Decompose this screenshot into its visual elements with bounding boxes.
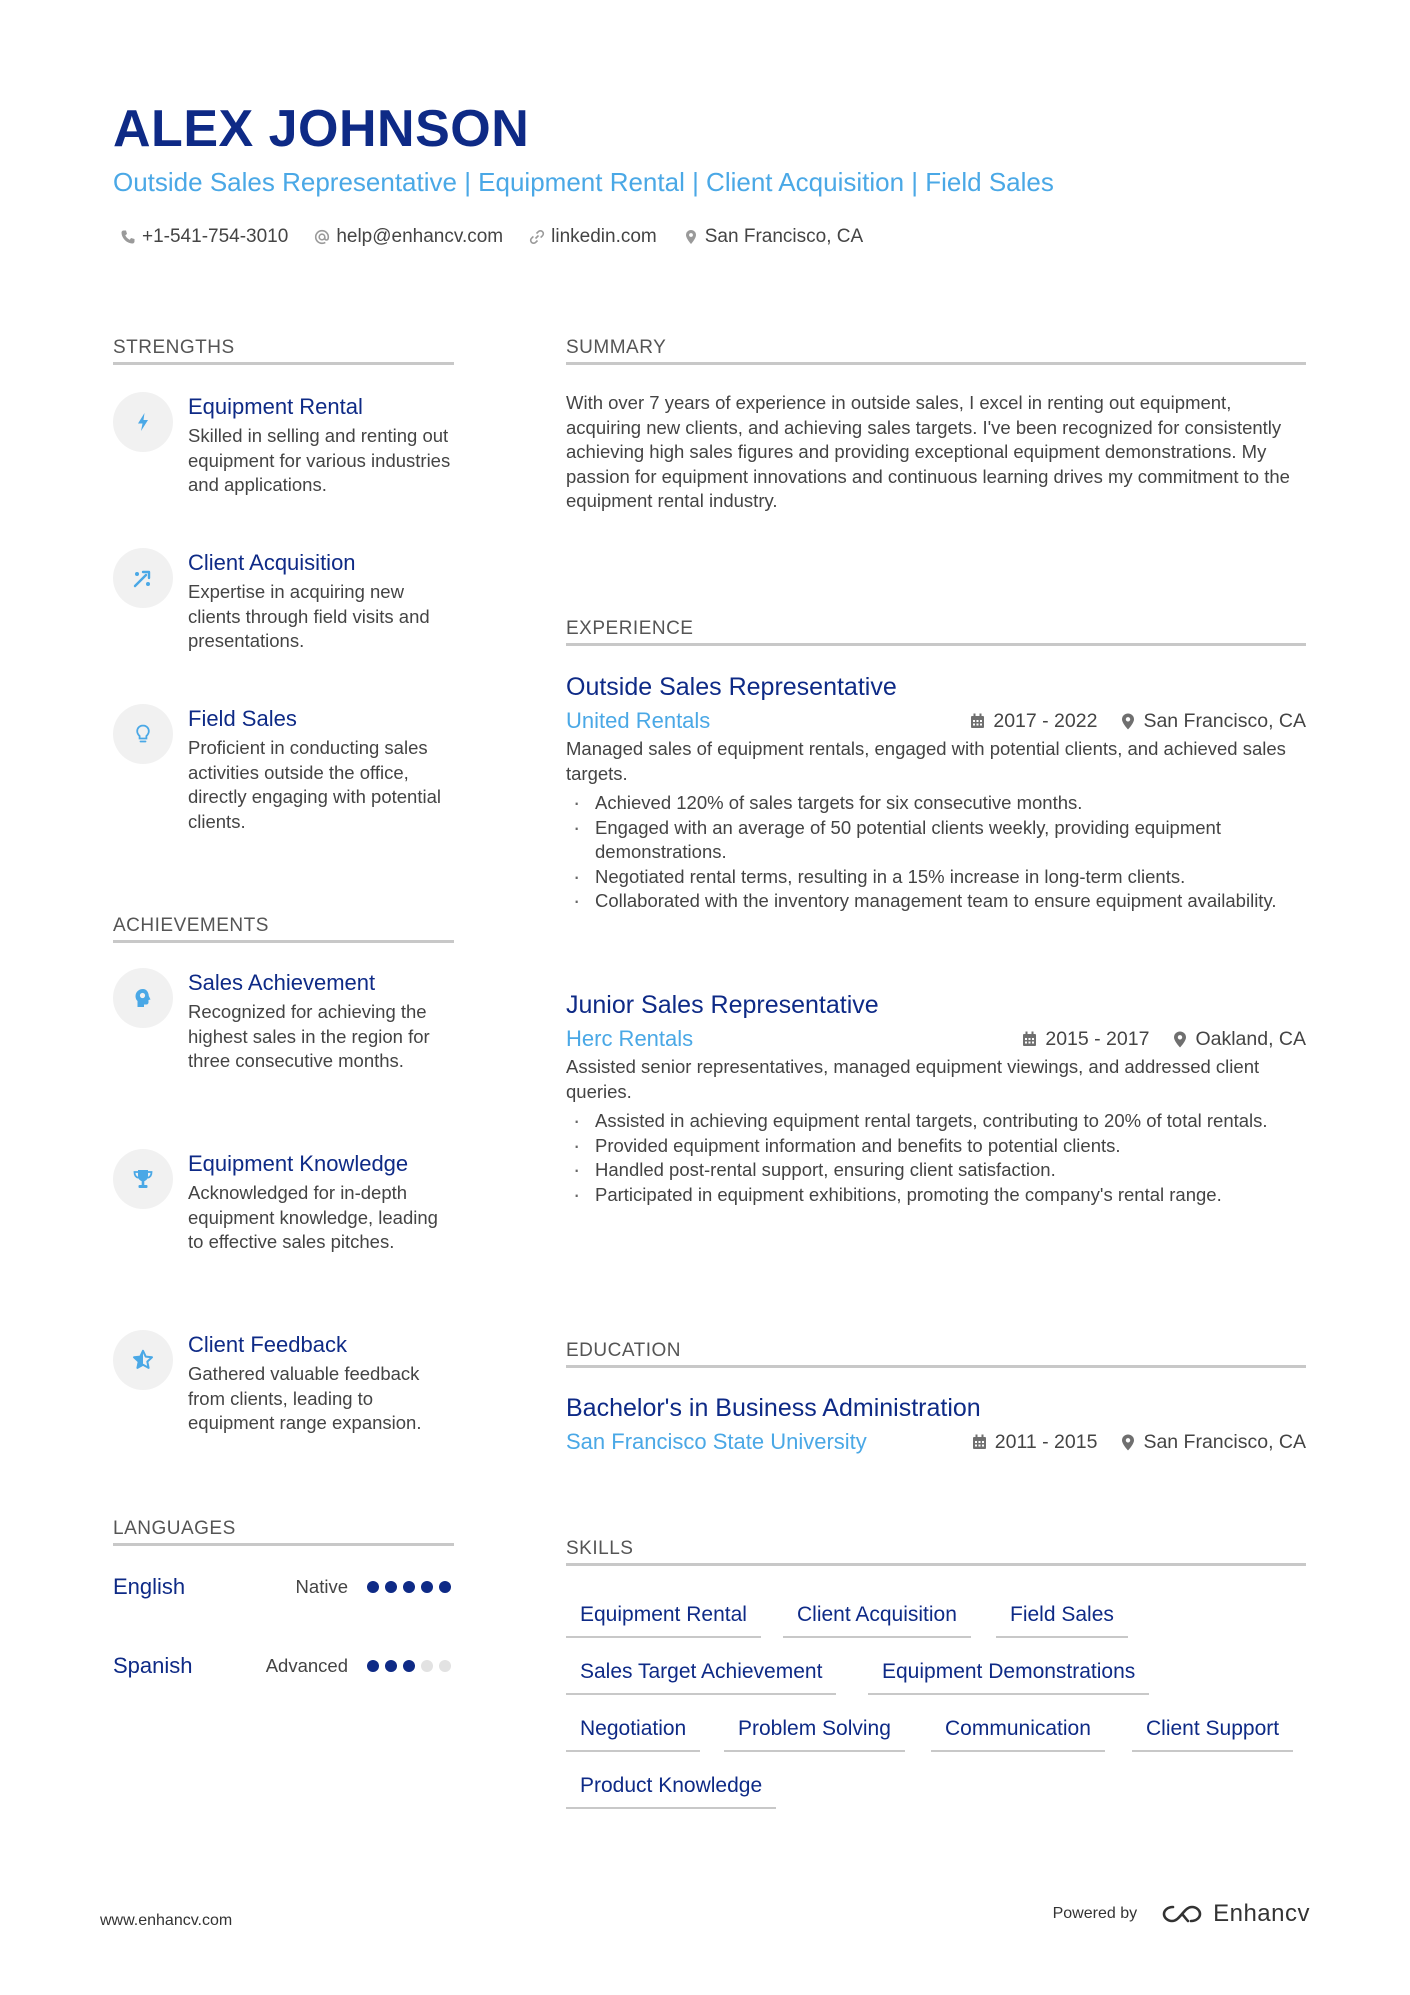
job-bullets [566, 1109, 1306, 1207]
target-arrow-icon [131, 566, 155, 590]
school-name: San Francisco State University [566, 1429, 867, 1454]
achievements-divider [113, 940, 454, 943]
link-icon [529, 229, 545, 245]
achievement-item [113, 968, 453, 1098]
strength-icon-circle [113, 548, 173, 608]
footer-branding [1053, 1900, 1310, 1928]
strength-item [113, 704, 453, 834]
education-heading: EDUCATION [566, 1340, 681, 1361]
company-name: Herc Rentals [566, 1026, 694, 1051]
calendar-icon [972, 1434, 987, 1450]
contact-email[interactable] [314, 224, 503, 250]
strength-title: Client Acquisition [188, 550, 356, 575]
contact-phone-text: +1-541-754-3010 [142, 226, 289, 247]
rating-dot [403, 1581, 415, 1593]
education-meta [972, 1426, 1306, 1458]
strength-item [113, 548, 453, 658]
contact-phone[interactable] [120, 224, 288, 250]
rating-dot [403, 1660, 415, 1672]
language-level: Advanced [265, 1655, 348, 1676]
job-title: Junior Sales Representative [566, 991, 879, 1019]
head-brain-icon [131, 986, 155, 1010]
languages-heading: LANGUAGES [113, 1518, 236, 1539]
contact-linkedin-text: linkedin.com [551, 226, 657, 247]
job-title: Outside Sales Representative [566, 673, 897, 701]
job-meta [1022, 1023, 1306, 1055]
job-meta [970, 705, 1306, 737]
language-item [113, 1651, 453, 1681]
job-location-text: Oakland, CA [1195, 1028, 1306, 1050]
achievement-item [113, 1330, 453, 1440]
rating-dot [367, 1660, 379, 1672]
job-dates [970, 705, 1097, 737]
brand-name: Enhancv [1213, 1900, 1310, 1927]
rating-dot [385, 1581, 397, 1593]
strength-icon-circle [113, 392, 173, 452]
at-icon [314, 229, 330, 245]
calendar-icon [970, 713, 985, 729]
language-name: English [113, 1574, 186, 1599]
job-location [1173, 1023, 1306, 1055]
job-bullet: · Assisted in achieving equipment rental targets, contributing to 20% of total rentals. [566, 1109, 1306, 1134]
rating-dot [385, 1660, 397, 1672]
strength-title: Field Sales [188, 706, 297, 731]
skill-tag: Equipment Demonstrations [868, 1657, 1149, 1695]
location-pin-icon [683, 229, 699, 245]
education-dates-text: 2011 - 2015 [994, 1431, 1098, 1453]
job-bullet: · Provided equipment information and benefits to potential clients. [566, 1134, 1306, 1159]
education-location-text: San Francisco, CA [1143, 1431, 1306, 1453]
location-pin-icon [1173, 1031, 1187, 1048]
strength-desc: Skilled in selling and renting out equipment for various industries and applications. [188, 425, 451, 495]
skill-tag: Communication [931, 1714, 1105, 1752]
experience-entry [566, 671, 1306, 914]
achievement-title: Equipment Knowledge [188, 1151, 409, 1176]
lightbulb-icon [132, 723, 154, 745]
job-meta-row [566, 1023, 1306, 1055]
location-pin-icon [1121, 713, 1135, 730]
strengths-heading: STRENGTHS [113, 337, 235, 358]
achievement-desc: Gathered valuable feedback from clients, leading to equipment range expansion. [188, 1363, 422, 1433]
rating-dot [367, 1581, 379, 1593]
rating-dot [439, 1581, 451, 1593]
enhancv-logo[interactable] [1159, 1900, 1310, 1928]
contact-linkedin[interactable] [529, 224, 657, 250]
contact-location [683, 224, 863, 250]
experience-heading: EXPERIENCE [566, 618, 694, 639]
achievement-icon-circle [113, 968, 173, 1028]
skills-divider [566, 1563, 1306, 1566]
achievements-heading: ACHIEVEMENTS [113, 915, 269, 936]
skill-tag: Client Acquisition [783, 1600, 971, 1638]
language-rating [367, 1581, 451, 1593]
job-dates-text: 2017 - 2022 [993, 710, 1098, 732]
company-name: United Rentals [566, 708, 711, 733]
contact-location-text: San Francisco, CA [704, 226, 864, 247]
job-bullet: · Negotiated rental terms, resulting in a 15% increase in long-term clients. [566, 865, 1306, 890]
headline: Outside Sales Representative | Equipment Rental | Client Acquisition | Field Sales [113, 167, 1054, 197]
achievement-title: Client Feedback [188, 1332, 347, 1357]
job-bullet: · Collaborated with the inventory management team to ensure equipment availability. [566, 889, 1306, 914]
achievement-title: Sales Achievement [188, 970, 376, 995]
skill-tag: Problem Solving [724, 1714, 905, 1752]
job-dates-text: 2015 - 2017 [1045, 1028, 1150, 1050]
strength-item [113, 392, 453, 502]
language-name: Spanish [113, 1653, 193, 1678]
achievement-desc: Acknowledged for in-depth equipment knowledge, leading to effective sales pitches. [188, 1182, 438, 1252]
language-level: Native [295, 1576, 348, 1597]
job-meta-row [566, 705, 1306, 737]
job-bullet: · Achieved 120% of sales targets for six consecutive months. [566, 791, 1306, 816]
summary-text: With over 7 years of experience in outside sales, I excel in renting out equipment, acquiring new clients, and achieving sales targets. I've been recognized for consistently achieving high sales figures and providing exceptional equipment demonstrations. My passion for equipment innovations and continuous learning drives my commitment to the equipment rental industry. [566, 392, 1290, 511]
contact-email-text: help@enhancv.com [336, 226, 504, 247]
candidate-name: ALEX JOHNSON [113, 100, 530, 158]
education-dates [972, 1426, 1098, 1458]
footer-website[interactable]: www.enhancv.com [100, 1912, 233, 1929]
achievement-item [113, 1149, 453, 1279]
summary-divider [566, 362, 1306, 365]
strength-desc: Expertise in acquiring new clients through field visits and presentations. [188, 581, 430, 651]
skill-tag: Equipment Rental [566, 1600, 761, 1638]
achievement-desc: Recognized for achieving the highest sales in the region for three consecutive months. [188, 1001, 430, 1071]
rating-dot [439, 1660, 451, 1672]
enhancv-logo-icon [1159, 1902, 1205, 1926]
job-bullet: · Participated in equipment exhibitions, promoting the company's rental range. [566, 1183, 1306, 1208]
job-dates [1022, 1023, 1149, 1055]
strengths-divider [113, 362, 454, 365]
star-icon [131, 1348, 155, 1372]
achievement-icon-circle [113, 1330, 173, 1390]
summary-heading: SUMMARY [566, 337, 667, 358]
skills-heading: SKILLS [566, 1538, 634, 1559]
powered-by-label: Powered by [1052, 1905, 1138, 1922]
job-bullet: · Engaged with an average of 50 potential clients weekly, providing equipment demonstrations. [566, 816, 1306, 865]
education-divider [566, 1365, 1306, 1368]
job-bullets [566, 791, 1306, 914]
lightning-icon [132, 411, 154, 433]
strength-icon-circle [113, 704, 173, 764]
strength-title: Equipment Rental [188, 394, 363, 419]
skill-tag: Negotiation [566, 1714, 700, 1752]
education-meta-row [566, 1426, 1306, 1458]
language-rating [367, 1660, 451, 1672]
trophy-icon [131, 1167, 155, 1191]
job-description: Assisted senior representatives, managed equipment viewings, and addressed client queries. [566, 1056, 1260, 1102]
job-bullet: · Handled post-rental support, ensuring client satisfaction. [566, 1158, 1306, 1183]
achievement-icon-circle [113, 1149, 173, 1209]
skill-tag: Field Sales [996, 1600, 1128, 1638]
degree-title: Bachelor's in Business Administration [566, 1394, 981, 1422]
contact-bar [120, 224, 863, 250]
skill-tag: Product Knowledge [566, 1771, 776, 1809]
experience-divider [566, 643, 1306, 646]
rating-dot [421, 1660, 433, 1672]
calendar-icon [1022, 1031, 1037, 1047]
phone-icon [120, 229, 136, 245]
languages-divider [113, 1543, 454, 1546]
skill-tag: Client Support [1132, 1714, 1293, 1752]
job-location-text: San Francisco, CA [1143, 710, 1306, 732]
rating-dot [421, 1581, 433, 1593]
strength-desc: Proficient in conducting sales activities outside the office, directly engaging with potential clients. [188, 737, 441, 832]
experience-entry [566, 989, 1306, 1207]
skill-tag: Sales Target Achievement [566, 1657, 836, 1695]
job-description: Managed sales of equipment rentals, engaged with potential clients, and achieved sales targets. [566, 738, 1286, 784]
education-entry [566, 1392, 1306, 1458]
education-location [1121, 1426, 1306, 1458]
location-pin-icon [1121, 1434, 1135, 1451]
language-item [113, 1572, 453, 1602]
job-location [1121, 705, 1306, 737]
